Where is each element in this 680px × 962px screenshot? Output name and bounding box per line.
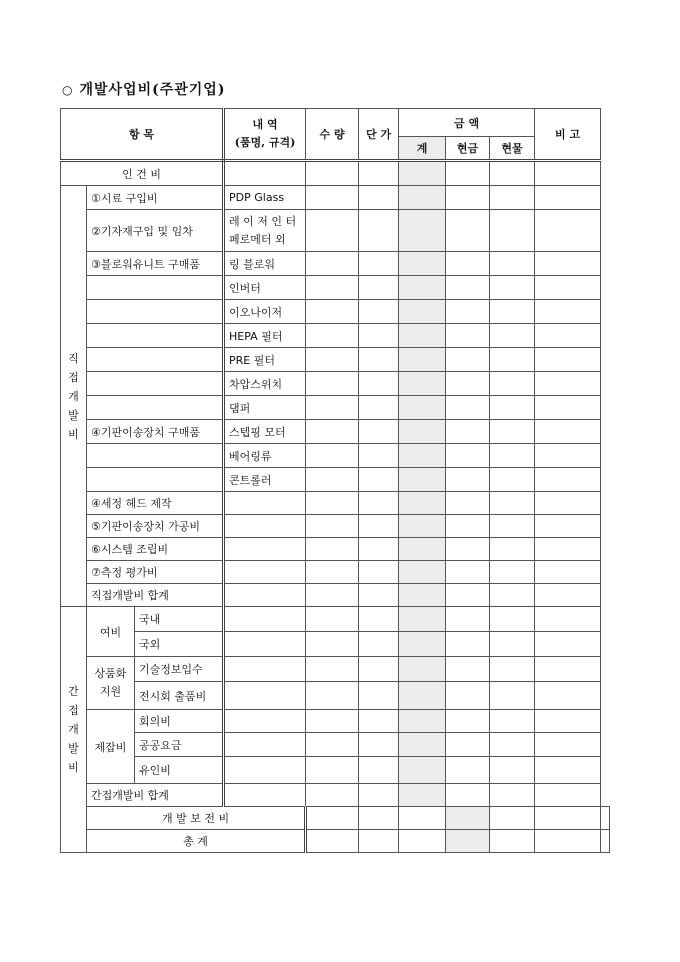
header-item: 항 목 — [61, 109, 224, 161]
header-detail-line2: (품명, 규격) — [234, 136, 296, 149]
header-unit-price: 단 가 — [359, 109, 399, 161]
row-equipment: ②기자재구입 및 임차 — [87, 210, 224, 252]
row-sample-purchase: ①시료 구입비 — [87, 186, 224, 210]
row-travel-domestic: 국내 — [135, 607, 224, 632]
spec-ionizer: 이오나이저 — [224, 300, 306, 324]
row-cleaning-head: ④세정 헤드 제작 — [87, 492, 224, 515]
indirect-cost-label: 간 접 개 발 비 — [61, 607, 87, 853]
row-direct-total: 직접개발비 합계 — [87, 584, 224, 607]
row-system-assembly: ⑥시스템 조립비 — [87, 538, 224, 561]
spec-pressure-switch: 차압스위치 — [224, 372, 306, 396]
header-total: 계 — [399, 137, 446, 161]
header-note: 비 고 — [535, 109, 601, 161]
row-meeting: 회의비 — [135, 710, 224, 733]
spec-controller: 콘트롤러 — [224, 468, 306, 492]
budget-table — [60, 108, 610, 853]
spec-interferometer: 레 이 저 인 터 페로메터 외 — [224, 210, 306, 252]
circle-bullet-icon: ○ — [62, 83, 74, 97]
header-detail-line1: 내 역 — [252, 118, 278, 131]
row-indirect-total: 간접개발비 합계 — [87, 784, 224, 807]
spec-ring-blower: 링 블로워 — [224, 252, 306, 276]
row-travel-overseas: 국외 — [135, 632, 224, 657]
header-qty: 수 량 — [306, 109, 359, 161]
spec-damper: 댐퍼 — [224, 396, 306, 420]
spec-pre-filter: PRE 필터 — [224, 348, 306, 372]
row-exhibition: 전시회 출품비 — [135, 682, 224, 710]
row-tech-info: 기술정보입수 — [135, 657, 224, 682]
header-cash: 현금 — [446, 137, 490, 161]
spec-hepa-filter: HEPA 필터 — [224, 324, 306, 348]
header-amount: 금 액 — [399, 109, 535, 137]
direct-cost-label: 직 접 개 발 비 — [61, 186, 87, 607]
row-commercialization: 상품화 지원 — [87, 657, 135, 710]
header-in-kind: 현물 — [490, 137, 535, 161]
page-title — [62, 79, 225, 99]
row-misc-expenses: 제잡비 — [87, 710, 135, 784]
row-measurement: ⑦측정 평가비 — [87, 561, 224, 584]
row-grand-total: 총 계 — [87, 830, 306, 853]
spec-bearings: 베어링류 — [224, 444, 306, 468]
page-title-text: 개발사업비(주관기업) — [79, 82, 226, 98]
row-blower-unit: ③블로워유니트 구매품 — [87, 252, 224, 276]
row-substrate-transfer: ④기판이송장치 구매품 — [87, 420, 224, 444]
spec-inverter: 인버터 — [224, 276, 306, 300]
spec-stepping-motor: 스텝핑 모터 — [224, 420, 306, 444]
row-utility: 공공요금 — [135, 733, 224, 757]
row-printing: 유인비 — [135, 757, 224, 784]
header-detail — [224, 109, 306, 161]
spec-pdp-glass: PDP Glass — [224, 186, 306, 210]
row-dev-reserve: 개 발 보 전 비 — [87, 807, 306, 830]
row-transfer-processing: ⑤기판이송장치 가공비 — [87, 515, 224, 538]
row-personnel: 인 건 비 — [61, 161, 224, 186]
row-travel: 여비 — [87, 607, 135, 657]
